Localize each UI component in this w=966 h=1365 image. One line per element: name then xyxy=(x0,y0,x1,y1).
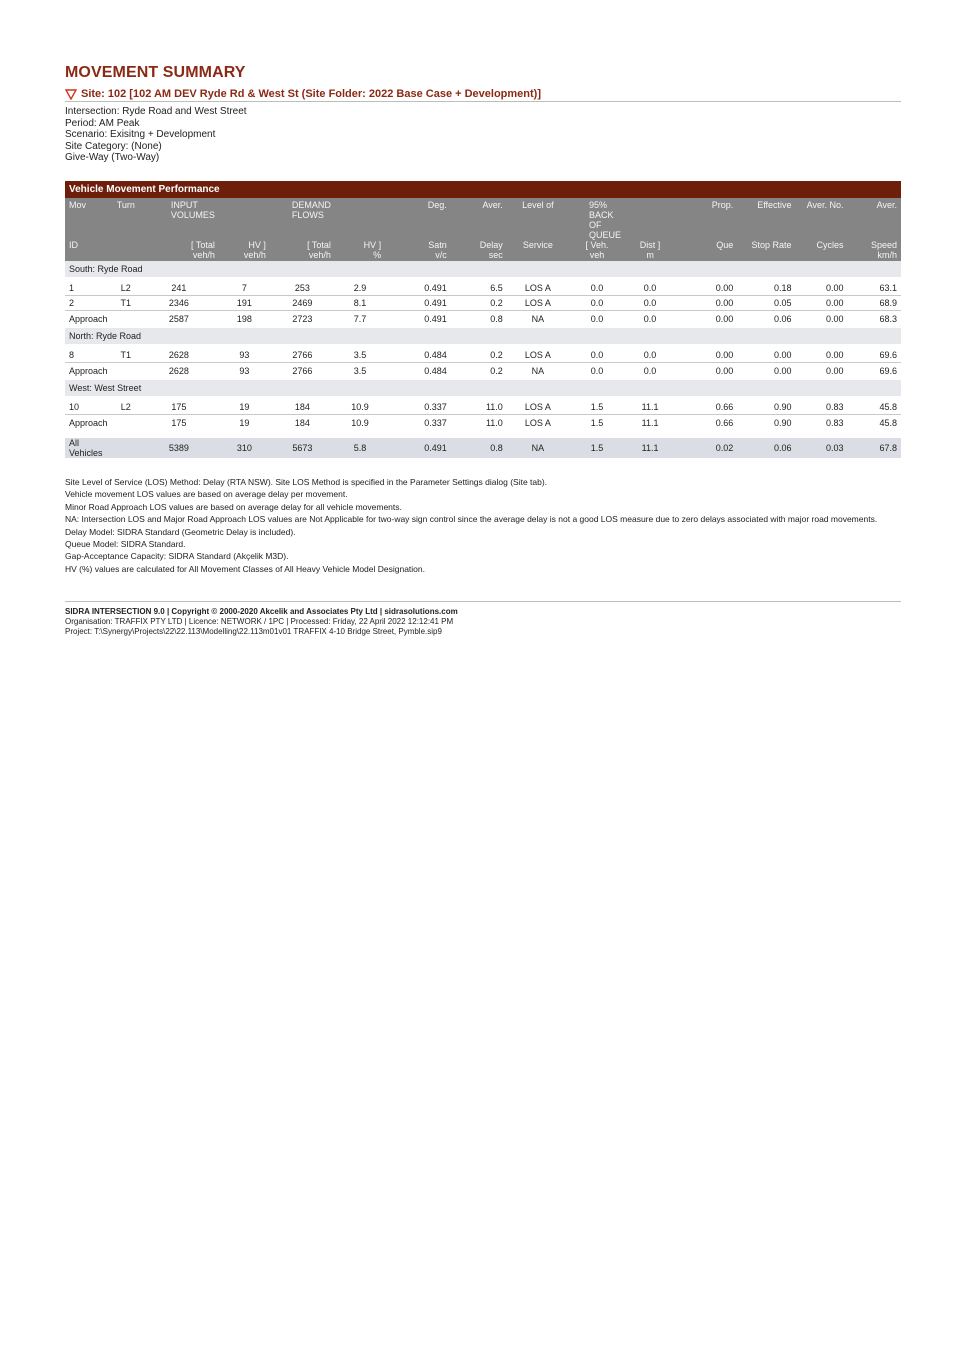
table-cell: 0.00 xyxy=(796,281,848,296)
table-cell: 69.6 xyxy=(848,348,901,363)
header-cell xyxy=(737,250,795,261)
table-cell: 11.1 xyxy=(625,437,675,458)
site-heading xyxy=(65,88,901,102)
meta-control: Give-Way (Two-Way) xyxy=(65,152,160,164)
table-cell: 8.1 xyxy=(335,295,385,310)
header-cell: v/c xyxy=(385,250,451,261)
header-row xyxy=(65,198,901,240)
table-cell: 0.00 xyxy=(737,348,795,363)
table-cell: 0.00 xyxy=(825,314,844,325)
table-cell: 0.491 xyxy=(385,295,451,310)
table-cell: NA xyxy=(531,366,545,377)
table-cell: 93 xyxy=(219,348,270,363)
table-cell: 0.00 xyxy=(715,366,734,377)
table-cell: 0.05 xyxy=(737,295,795,310)
header-cell: ID xyxy=(65,240,113,250)
header-cell xyxy=(675,250,737,261)
header-cell xyxy=(219,198,270,240)
table-cell: 63.1 xyxy=(848,281,901,296)
table-cell: LOS A xyxy=(507,348,569,363)
footer xyxy=(65,601,901,637)
table-cell: 0.00 xyxy=(675,281,737,296)
approach-row xyxy=(65,362,901,380)
site-title: Site: 102 [102 AM DEV Ryde Rd & West St (Site Folder: 2022 Base Case + Development)] xyxy=(81,88,542,100)
header-cell: Cycles xyxy=(796,240,848,250)
approach-row xyxy=(65,310,901,328)
note-line: Queue Model: SIDRA Standard. xyxy=(65,539,186,549)
note-line: Gap-Acceptance Capacity: SIDRA Standard (Akçelik M3D). xyxy=(65,551,289,562)
table-cell: 0.00 xyxy=(796,348,848,363)
table-cell: 2587 xyxy=(168,314,189,325)
table-cell: 0.8 xyxy=(490,314,503,325)
table-cell: 0.0 xyxy=(569,281,625,296)
section-name: South: Ryde Road xyxy=(65,261,901,277)
site-meta xyxy=(65,106,901,164)
header-cell: Que xyxy=(675,240,737,250)
table-cell: 2723 xyxy=(292,314,313,325)
table-cell: 0.83 xyxy=(825,418,844,429)
header-cell: Aver. No. xyxy=(796,198,848,240)
table-cell: 3.5 xyxy=(353,366,367,377)
movement-performance-table xyxy=(65,181,901,458)
table-cell: 184 xyxy=(270,400,335,415)
table-row xyxy=(65,348,901,363)
table-cell: 0.2 xyxy=(490,366,503,377)
note-line: Minor Road Approach LOS values are based on average delay for all vehicle movements. xyxy=(65,501,402,512)
table-cell: 45.8 xyxy=(848,400,901,415)
table-cell: 175 xyxy=(171,418,187,429)
table-cell: NA xyxy=(507,437,569,458)
table-cell: 7.7 xyxy=(353,314,367,325)
table-cell: 0.06 xyxy=(737,437,795,458)
table-cell: 5.8 xyxy=(335,437,385,458)
table-cell: 0.0 xyxy=(569,295,625,310)
header-cell: HV ] xyxy=(335,240,385,250)
table-cell xyxy=(113,437,139,458)
table-band-title: Vehicle Movement Performance xyxy=(65,181,901,198)
table-cell: 0.83 xyxy=(796,400,848,415)
meta-intersection: Intersection: Ryde Road and West Street xyxy=(65,106,247,117)
header-cell: Satn xyxy=(385,240,451,250)
table-cell: 5389 xyxy=(139,437,219,458)
table-cell: LOS A xyxy=(507,281,569,296)
header-cell: Speed xyxy=(848,240,901,250)
table-cell: T1 xyxy=(113,295,139,310)
header-cell: km/h xyxy=(848,250,901,261)
meta-site-category: Site Category: (None) xyxy=(65,140,162,152)
section-header-row xyxy=(65,328,901,344)
footer-copyright: SIDRA INTERSECTION 9.0 | Copyright © 2000-2020 Akcelik and Associates Pty Ltd | sidrasolutions.com xyxy=(65,607,458,617)
header-cell: Effective xyxy=(737,198,795,240)
page-title: MOVEMENT SUMMARY xyxy=(65,64,246,81)
table-cell: 1 xyxy=(65,281,113,296)
header-cell: [ Total xyxy=(270,240,335,250)
table-cell: 0.0 xyxy=(643,314,657,325)
table-cell: 10.9 xyxy=(351,418,369,429)
table-cell: 1.5 xyxy=(590,418,604,429)
table-cell: 68.3 xyxy=(879,314,897,325)
note-line: Vehicle movement LOS values are based on average delay per movement. xyxy=(65,489,348,500)
table-row xyxy=(65,295,901,310)
table-cell: 0.2 xyxy=(451,295,507,310)
section-name: West: West Street xyxy=(65,380,901,396)
table-cell: 0.484 xyxy=(424,366,447,377)
approach-row xyxy=(65,414,901,432)
table-cell: 11.1 xyxy=(641,418,659,429)
header-cell: m xyxy=(625,250,675,261)
table-cell: 0.0 xyxy=(643,366,657,377)
meta-scenario: Scenario: Exisitng + Development xyxy=(65,129,216,141)
table-cell: 0.0 xyxy=(590,314,604,325)
table-cell: NA xyxy=(531,314,545,325)
note-line: NA: Intersection LOS and Major Road Approach LOS values are Not Applicable for two-way sign control since the average delay is not a good LOS measure due to zero delays associated with major road movements. xyxy=(65,514,878,525)
table-cell: Approach xyxy=(69,314,108,325)
table-cell: 10 xyxy=(65,400,113,415)
table-cell: 0.90 xyxy=(737,400,795,415)
table-cell: 69.6 xyxy=(879,366,897,377)
table-cell: 0.00 xyxy=(774,366,792,377)
header-cell xyxy=(796,250,848,261)
table-cell: 0.491 xyxy=(385,281,451,296)
section-header-row xyxy=(65,380,901,396)
table-cell: 3.5 xyxy=(335,348,385,363)
table-cell: 2346 xyxy=(139,295,219,310)
table-cell: 2628 xyxy=(168,366,189,377)
table-cell: 191 xyxy=(219,295,270,310)
table-cell: 2766 xyxy=(270,348,335,363)
table-cell: 241 xyxy=(139,281,219,296)
header-cell xyxy=(65,250,113,261)
table-cell: 11.0 xyxy=(485,418,503,429)
header-cell: Turn xyxy=(113,198,139,240)
notes xyxy=(65,476,901,575)
table-cell xyxy=(113,310,139,328)
table-cell: L2 xyxy=(113,400,139,415)
header-cell: [ Veh. xyxy=(569,240,625,250)
table-cell: 0.491 xyxy=(385,437,451,458)
header-cell: Prop. xyxy=(675,198,737,240)
footer-organisation: Organisation: TRAFFIX PTY LTD | Licence: NETWORK / 1PC | Processed: Friday, 22 April 2022 12:12:41 PM xyxy=(65,617,454,627)
table-cell: 1.5 xyxy=(569,437,625,458)
table-cell: 0.66 xyxy=(715,418,734,429)
header-cell: veh xyxy=(569,250,625,261)
header-row xyxy=(65,250,901,261)
note-line: Site Level of Service (LOS) Method: Delay (RTA NSW). Site LOS Method is specified in the Parameter Settings dialog (Site tab). xyxy=(65,476,548,487)
table-cell: 2469 xyxy=(270,295,335,310)
table-cell: 0.18 xyxy=(737,281,795,296)
table-cell: 6.5 xyxy=(451,281,507,296)
table-cell: 198 xyxy=(236,314,252,325)
table-cell: 8 xyxy=(65,348,113,363)
header-cell xyxy=(113,250,139,261)
header-cell xyxy=(335,198,385,240)
table-cell: 0.8 xyxy=(451,437,507,458)
header-cell: sec xyxy=(451,250,507,261)
note-line: HV (%) values are calculated for All Movement Classes of All Heavy Vehicle Model Designation. xyxy=(65,563,426,574)
table-cell: 0.03 xyxy=(796,437,848,458)
table-cell: T1 xyxy=(113,348,139,363)
header-cell: Service xyxy=(507,240,569,250)
table-cell: 0.491 xyxy=(424,314,447,325)
table-cell: 19 xyxy=(219,400,270,415)
table-cell: 0.0 xyxy=(625,295,675,310)
give-way-triangle-icon xyxy=(65,89,77,100)
table-cell: 11.0 xyxy=(451,400,507,415)
table-cell: 0.00 xyxy=(796,295,848,310)
table-cell: 0.66 xyxy=(675,400,737,415)
table-cell: 2 xyxy=(65,295,113,310)
header-cell: Delay xyxy=(451,240,507,250)
note-line: Delay Model: SIDRA Standard (Geometric Delay is included). xyxy=(65,526,296,537)
table-cell: 0.90 xyxy=(774,418,792,429)
meta-period: Period: AM Peak xyxy=(65,117,140,129)
table-cell: 68.9 xyxy=(848,295,901,310)
table-cell: 0.00 xyxy=(825,366,844,377)
header-row xyxy=(65,240,901,250)
table-cell: Approach xyxy=(69,366,108,377)
table-cell: 7 xyxy=(219,281,270,296)
header-cell: 95% BACK OF QUEUE xyxy=(569,198,625,240)
table-cell xyxy=(113,414,139,432)
table-cell: 19 xyxy=(239,418,250,429)
header-cell: Deg. xyxy=(385,198,451,240)
header-cell: Aver. xyxy=(451,198,507,240)
header-cell: veh/h xyxy=(270,250,335,261)
table-cell: 67.8 xyxy=(848,437,901,458)
table-cell: 310 xyxy=(219,437,270,458)
header-cell: veh/h xyxy=(219,250,270,261)
header-cell: [ Total xyxy=(139,240,219,250)
header-cell: % xyxy=(335,250,385,261)
section-name: North: Ryde Road xyxy=(65,328,901,344)
header-cell: Mov xyxy=(65,198,113,240)
table-cell: L2 xyxy=(113,281,139,296)
table-cell: LOS A xyxy=(507,400,569,415)
document-page xyxy=(65,62,901,637)
table-cell: LOS A xyxy=(524,418,551,429)
header-cell: Aver. xyxy=(848,198,901,240)
table-cell: 2.9 xyxy=(335,281,385,296)
table-cell: 1.5 xyxy=(569,400,625,415)
table-cell: 93 xyxy=(239,366,250,377)
table-cell: Approach xyxy=(69,418,108,429)
table-cell: 0.0 xyxy=(625,348,675,363)
header-cell: INPUT VOLUMES xyxy=(139,198,219,240)
section-header-row xyxy=(65,261,901,277)
table-cell: 0.337 xyxy=(385,400,451,415)
header-cell: HV ] xyxy=(219,240,270,250)
table-cell: 10.9 xyxy=(335,400,385,415)
table-cell: 2628 xyxy=(139,348,219,363)
header-cell: DEMAND FLOWS xyxy=(270,198,335,240)
table-cell: 0.02 xyxy=(675,437,737,458)
table-cell: 184 xyxy=(294,418,310,429)
table-cell: 0.00 xyxy=(715,314,734,325)
header-cell: Dist ] xyxy=(625,240,675,250)
table-cell: 2766 xyxy=(292,366,313,377)
table-cell: 0.2 xyxy=(451,348,507,363)
table-cell: 0.0 xyxy=(590,366,604,377)
footer-project: Project: T:\Synergy\Projects\22\22.113\Modelling\22.113m01v01 TRAFFIX 4-10 Bridge Street, Pymble.sip9 xyxy=(65,627,442,637)
table-cell: 11.1 xyxy=(625,400,675,415)
all-vehicles-row xyxy=(65,437,901,458)
table-cell: 0.00 xyxy=(675,348,737,363)
table-cell: 0.337 xyxy=(424,418,447,429)
table-cell: 0.0 xyxy=(625,281,675,296)
header-cell: veh/h xyxy=(139,250,219,261)
header-cell xyxy=(113,240,139,250)
table-cell: 0.484 xyxy=(385,348,451,363)
table-cell: 175 xyxy=(139,400,219,415)
header-cell xyxy=(507,250,569,261)
table-cell: 45.8 xyxy=(879,418,897,429)
table-row xyxy=(65,400,901,415)
table-row xyxy=(65,281,901,296)
header-cell: Stop Rate xyxy=(737,240,795,250)
table-cell: 0.0 xyxy=(569,348,625,363)
table-cell: 0.00 xyxy=(675,295,737,310)
table-cell: All Vehicles xyxy=(65,437,113,458)
table-cell xyxy=(113,362,139,380)
table-cell: 253 xyxy=(270,281,335,296)
header-cell xyxy=(625,198,675,240)
table-cell: LOS A xyxy=(507,295,569,310)
table-cell: 5673 xyxy=(270,437,335,458)
table-cell: 0.06 xyxy=(774,314,792,325)
header-cell: Level of xyxy=(507,198,569,240)
